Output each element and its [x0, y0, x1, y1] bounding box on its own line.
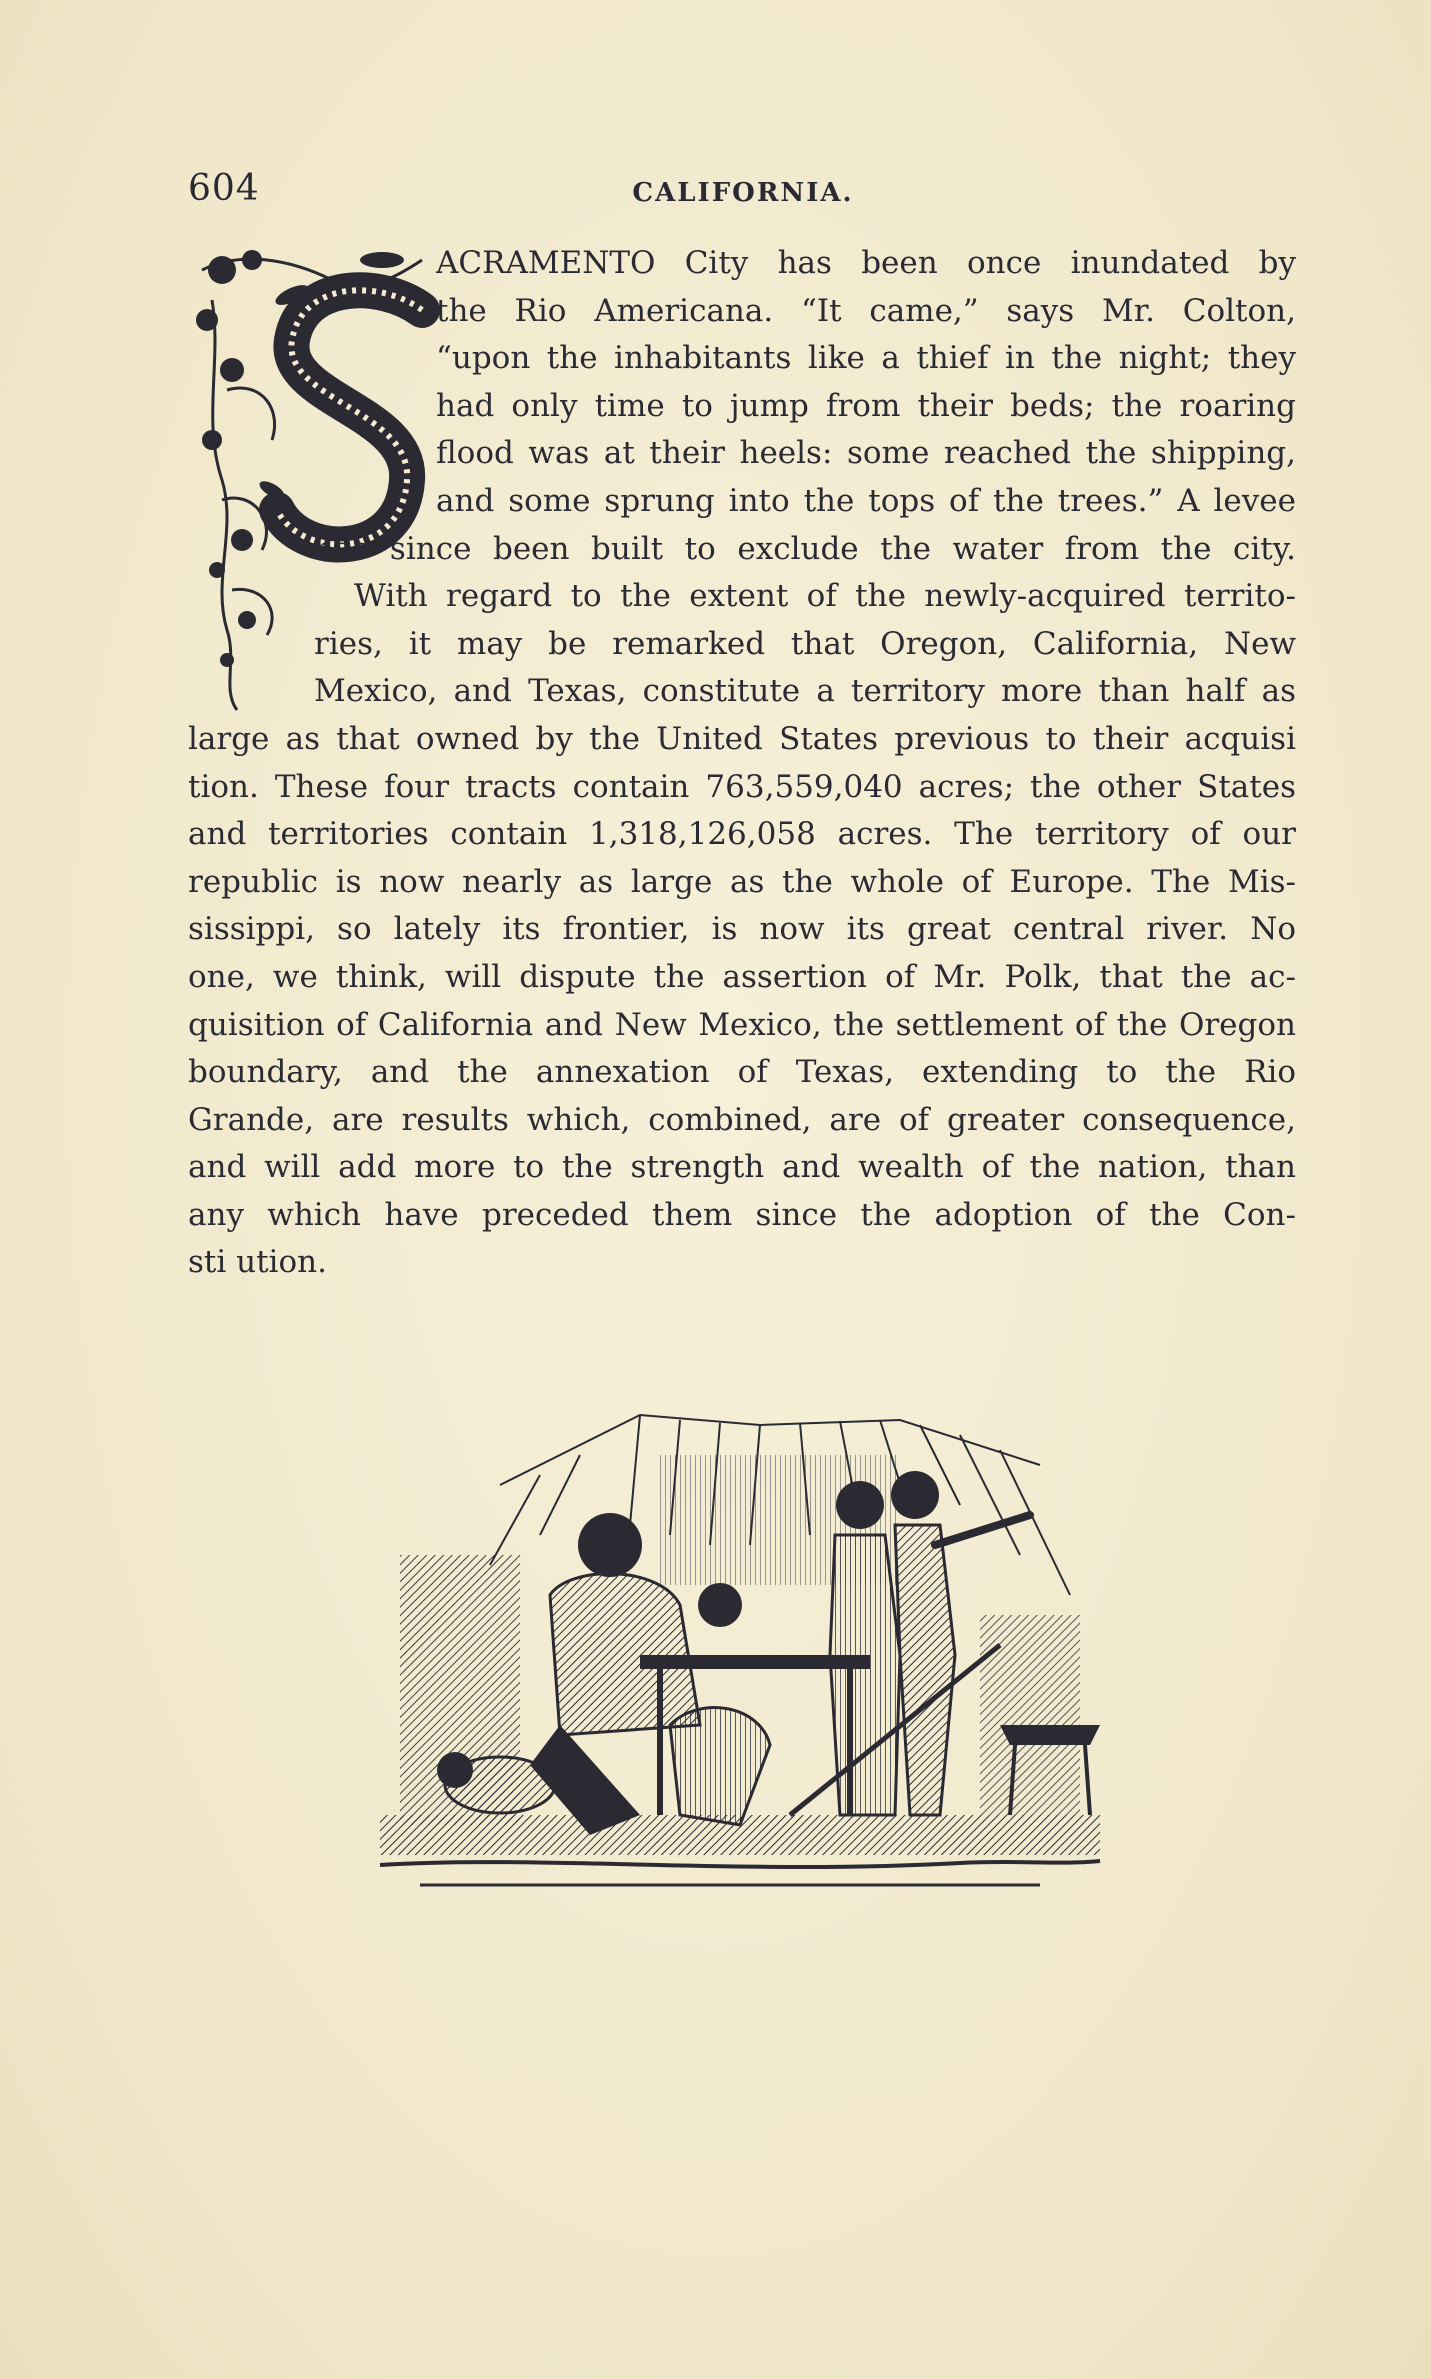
- text-line: quisition of California and New Mexico, the settlement of the Oregon: [188, 1006, 1296, 1043]
- text-line: any which have preceded them since the adoption of the Con-: [188, 1196, 1296, 1233]
- text-line: ACRAMENTO City has been once inundated by: [436, 245, 1296, 281]
- text-line: flood was at their heels: some reached the shipping,: [436, 435, 1296, 472]
- text-line: sissippi, so lately its frontier, is now its great central river. No: [188, 911, 1296, 948]
- text-line: sti ution.: [188, 1244, 327, 1281]
- text-line: ries, it may be remarked that Oregon, California, New: [314, 625, 1296, 662]
- text-line: “upon the inhabitants like a thief in the night; they: [436, 340, 1296, 377]
- text-line: has since been built to exclude the water from the city.: [314, 530, 1296, 567]
- text-line: one, we think, will dispute the assertion of Mr. Polk, that the ac-: [188, 958, 1296, 995]
- text-line: and will add more to the strength and wealth of the nation, than: [188, 1149, 1296, 1186]
- text-line: the Rio Americana. “It came,” says Mr. Colton,: [436, 292, 1296, 329]
- text-line: republic is now nearly as large as the whole of Europe. The Mis-: [188, 863, 1296, 900]
- text-line: tion. These four tracts contain 763,559,040 acres; the other States: [188, 768, 1296, 805]
- text-line: and some sprung into the tops of the trees.” A levee: [436, 482, 1296, 519]
- text-line: large as that owned by the United States previous to their acquisi: [188, 720, 1296, 757]
- body-text: [188, 240, 1296, 1287]
- text-line: Grande, are results which, combined, are of greater consequence,: [188, 1101, 1296, 1138]
- page-number: 604: [188, 168, 260, 209]
- text-line: and territories contain 1,318,126,058 acres. The territory of our: [188, 816, 1296, 853]
- page-header: [188, 168, 1298, 218]
- text-line: Mexico, and Texas, constitute a territory more than half as: [314, 673, 1296, 710]
- engraving-scene-icon: [340, 1395, 1140, 1905]
- running-title: CALIFORNIA.: [632, 178, 854, 208]
- text-line: had only time to jump from their beds; the roaring: [436, 387, 1296, 424]
- text-line: boundary, and the annexation of Texas, extending to the Rio: [188, 1054, 1296, 1091]
- text-line: With regard to the extent of the newly-acquired territo-: [354, 578, 1296, 615]
